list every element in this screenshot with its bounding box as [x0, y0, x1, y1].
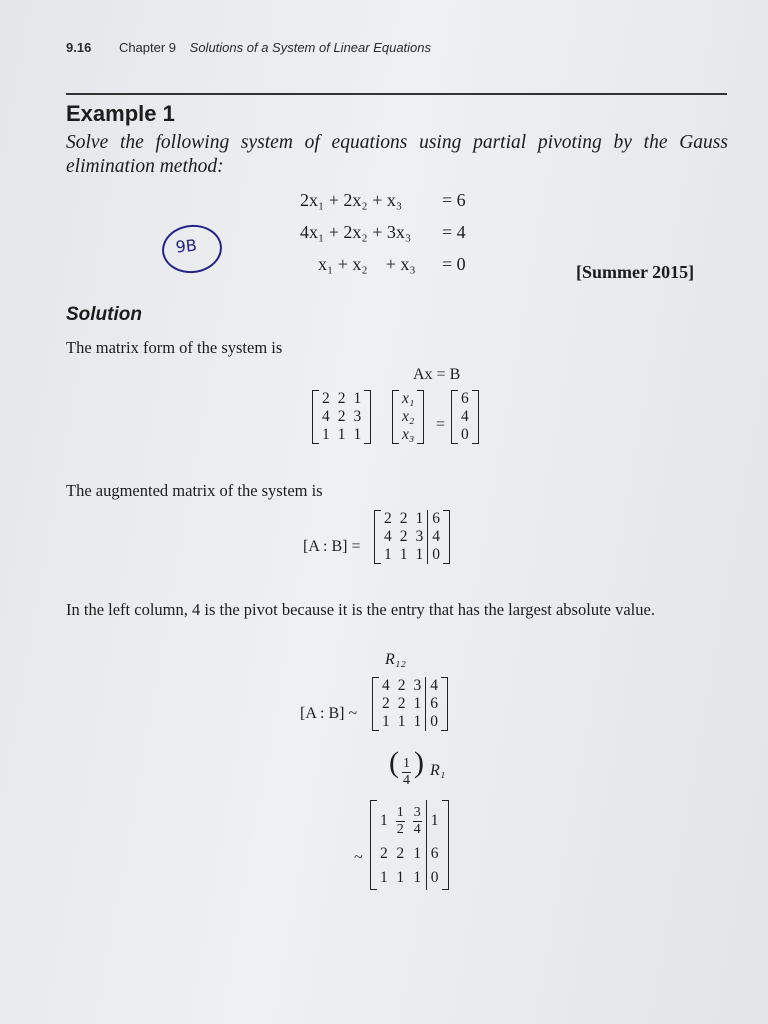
augmented-label: [A : B] = — [303, 538, 361, 555]
matrix-cell: 1 — [415, 546, 424, 563]
augmented-matrix-2 — [372, 677, 448, 731]
row-operation-scale: ( $\frac{1}{4}$ ) R₁ — [389, 746, 446, 788]
page-number: 9.16 — [66, 40, 92, 55]
row-operation-swap: R₁₂ — [385, 651, 406, 668]
equation-1 — [300, 190, 466, 211]
vector-b — [451, 390, 479, 444]
matrix-cell-fraction — [392, 800, 409, 842]
equation-rhs: = 0 — [442, 254, 466, 274]
matrix-cell: 1 — [384, 546, 392, 563]
chapter-title: Solutions of a System of Linear Equations — [189, 40, 432, 55]
matrix-cell: 1 — [399, 546, 408, 563]
matrix-cell: 6 — [426, 695, 442, 713]
matrix-cell: 2 — [322, 390, 330, 407]
example-title: Example 1 — [66, 101, 175, 126]
example-intro: Solve the following system of equations using partial pivoting by the Gauss elimination method: — [66, 132, 728, 177]
ax-equals-b: Ax = B — [413, 366, 461, 383]
matrix-cell: 4 — [426, 677, 442, 695]
equation-3 — [318, 254, 466, 275]
equation-rhs: = 4 — [442, 222, 466, 242]
matrix-cell: 3 — [413, 677, 422, 694]
vector-cell: 6 — [461, 390, 469, 407]
matrix-cell: 0 — [426, 866, 442, 890]
matrix-cell: 1 — [415, 510, 424, 527]
matrix-a — [312, 390, 371, 444]
running-header — [66, 40, 431, 55]
matrix-cell: 1 — [380, 812, 388, 829]
fraction-numerator: 3 — [413, 804, 421, 820]
matrix-cell: 1 — [382, 713, 390, 730]
matrix-cell: 0 — [428, 546, 444, 564]
augmented-label-tilde: [A : B] ~ — [300, 705, 358, 722]
matrix-cell: 6 — [426, 842, 442, 866]
matrix-cell: 1 — [337, 426, 346, 443]
matrix-cell: 2 — [384, 510, 392, 527]
chapter-label: Chapter 9 — [118, 40, 177, 55]
augmented-text: The augmented matrix of the system is — [66, 481, 323, 500]
vector-cell: x₁ — [402, 390, 415, 407]
matrix-cell: 3 — [415, 528, 424, 545]
matrix-cell: 2 — [399, 528, 408, 545]
matrix-cell: 4 — [428, 528, 444, 546]
handwritten-circle-note — [160, 222, 225, 276]
fraction-numerator: 1 — [403, 756, 410, 771]
matrix-cell: 2 — [337, 390, 346, 407]
pivot-text: In the left column, 4 is the pivot because it is the entry that has the largest absolute value. — [66, 600, 655, 619]
fraction-denominator: 4 — [403, 773, 410, 788]
matrix-cell: 1 — [353, 426, 362, 443]
vector-cell: x₃ — [402, 426, 415, 443]
matrix-cell: 1 — [380, 869, 388, 886]
matrix-cell: 2 — [382, 695, 390, 712]
matrix-cell: 1 — [413, 695, 422, 712]
fraction-numerator: 1 — [396, 804, 404, 820]
fraction-denominator: 2 — [396, 821, 404, 837]
tilde-sign: ~ — [354, 849, 363, 866]
equation-lhs: 2x₁ + 2x₂ + x₃ — [300, 190, 403, 210]
equation-rhs: = 6 — [442, 190, 466, 210]
matrix-cell: 2 — [380, 845, 388, 862]
matrix-cell-fraction — [409, 800, 427, 842]
vector-cell: 4 — [461, 408, 469, 425]
header-rule — [66, 93, 727, 95]
row-label: R₁ — [430, 762, 446, 779]
vector-cell: 0 — [461, 426, 469, 443]
matrix-cell: 3 — [353, 408, 362, 425]
matrix-cell: 0 — [426, 713, 442, 731]
fraction-denominator: 4 — [413, 821, 421, 837]
equation-lhs: 4x₁ + 2x₂ + 3x₃ — [300, 222, 412, 242]
matrix-cell: 1 — [413, 845, 422, 862]
matrix-cell: 6 — [428, 510, 444, 528]
vector-x — [392, 390, 424, 444]
matrix-form-text: The matrix form of the system is — [66, 338, 283, 357]
matrix-cell: 4 — [322, 408, 330, 425]
augmented-matrix-1 — [374, 510, 450, 564]
matrix-cell: 2 — [397, 695, 406, 712]
matrix-cell: 1 — [413, 713, 422, 730]
equation-2 — [300, 222, 466, 243]
matrix-cell: 2 — [397, 677, 406, 694]
matrix-cell: 4 — [384, 528, 392, 545]
handwritten-note-text: 9B — [174, 235, 198, 257]
matrix-cell: 4 — [382, 677, 390, 694]
matrix-cell: 1 — [426, 800, 442, 842]
matrix-cell: 1 — [322, 426, 330, 443]
matrix-cell: 1 — [353, 390, 362, 407]
vector-cell: x₂ — [402, 408, 415, 425]
matrix-cell: 1 — [396, 869, 405, 886]
solution-heading: Solution — [66, 304, 142, 325]
equation-lhs: x₁ + x₂ + x₃ — [318, 254, 416, 274]
matrix-cell: 1 — [397, 713, 406, 730]
matrix-cell: 2 — [399, 510, 408, 527]
matrix-cell: 2 — [337, 408, 346, 425]
exam-tag: [Summer 2015] — [576, 262, 695, 282]
scale-fraction — [402, 756, 411, 789]
matrix-cell: 2 — [396, 845, 405, 862]
augmented-matrix-3 — [370, 800, 449, 890]
matrix-cell: 1 — [413, 869, 422, 886]
equals-sign: = — [436, 416, 446, 433]
